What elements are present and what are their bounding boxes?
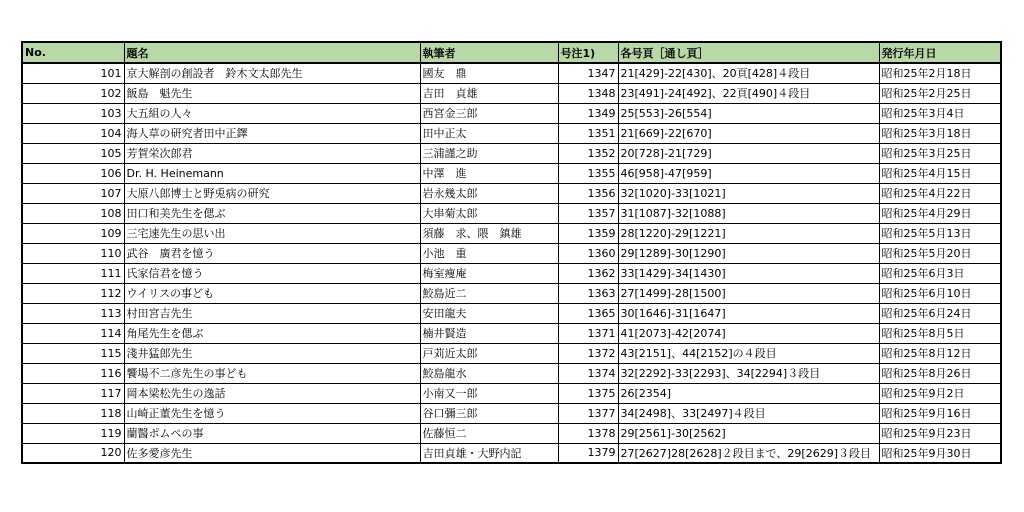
table-row (22, 343, 1001, 363)
header-no[interactable]: No. (22, 42, 124, 63)
table-row (22, 263, 1001, 283)
cell-author[interactable]: 鮫島龍水 (420, 363, 558, 383)
header-author[interactable]: 執筆者 (420, 42, 558, 63)
cell-no[interactable]: 120 (22, 443, 124, 463)
cell-issue[interactable]: 1357 (558, 203, 618, 223)
cell-title[interactable]: 山崎正董先生を憶う (124, 403, 420, 423)
cell-pages[interactable]: 43[2151]、44[2152]の４段目 (618, 343, 879, 363)
cell-no[interactable]: 119 (22, 423, 124, 443)
header-issue[interactable]: 号注1) (558, 42, 618, 63)
table-row (22, 83, 1001, 103)
cell-pages[interactable]: 21[429]-22[430]、20頁[428]４段目 (618, 63, 879, 83)
articles-table (21, 41, 1002, 464)
cell-pages[interactable]: 34[2498]、33[2497]４段目 (618, 403, 879, 423)
cell-date[interactable]: 昭和25年4月22日 (879, 183, 1001, 203)
table-row (22, 223, 1001, 243)
table-row (22, 103, 1001, 123)
cell-pages[interactable]: 27[2627]28[2628]２段目まで、29[2629]３段目 (618, 443, 879, 463)
cell-title[interactable]: 角尾先生を偲ぶ (124, 323, 420, 343)
cell-issue[interactable]: 1377 (558, 403, 618, 423)
cell-pages[interactable]: 26[2354] (618, 383, 879, 403)
cell-author[interactable]: 大串菊太郎 (420, 203, 558, 223)
cell-issue[interactable]: 1372 (558, 343, 618, 363)
cell-pages[interactable]: 28[1220]-29[1221] (618, 223, 879, 243)
cell-pages[interactable]: 21[669]-22[670] (618, 123, 879, 143)
cell-issue[interactable]: 1352 (558, 143, 618, 163)
cell-no[interactable]: 103 (22, 103, 124, 123)
cell-author[interactable]: 佐藤恒二 (420, 423, 558, 443)
cell-no[interactable]: 106 (22, 163, 124, 183)
cell-issue[interactable]: 1359 (558, 223, 618, 243)
cell-author[interactable]: 須藤 求、隈 鎮雄 (420, 223, 558, 243)
header-row (22, 42, 1001, 63)
cell-author[interactable]: 國友 鼎 (420, 63, 558, 83)
cell-title[interactable]: 飯島 魁先生 (124, 83, 420, 103)
cell-pages[interactable]: 46[958]-47[959] (618, 163, 879, 183)
cell-date[interactable]: 昭和25年8月26日 (879, 363, 1001, 383)
cell-issue[interactable]: 1348 (558, 83, 618, 103)
cell-date[interactable]: 昭和25年8月5日 (879, 323, 1001, 343)
table-row (22, 323, 1001, 343)
cell-issue[interactable]: 1378 (558, 423, 618, 443)
cell-author[interactable]: 中澤 進 (420, 163, 558, 183)
cell-issue[interactable]: 1374 (558, 363, 618, 383)
cell-date[interactable]: 昭和25年2月18日 (879, 63, 1001, 83)
cell-no[interactable]: 110 (22, 243, 124, 263)
cell-no[interactable]: 115 (22, 343, 124, 363)
cell-title[interactable]: 村田宮吉先生 (124, 303, 420, 323)
cell-title[interactable]: 大五組の人々 (124, 103, 420, 123)
cell-date[interactable]: 昭和25年3月4日 (879, 103, 1001, 123)
cell-date[interactable]: 昭和25年5月13日 (879, 223, 1001, 243)
cell-issue[interactable]: 1371 (558, 323, 618, 343)
table-row (22, 423, 1001, 443)
cell-issue[interactable]: 1347 (558, 63, 618, 83)
cell-author[interactable]: 梅室痩庵 (420, 263, 558, 283)
table-header (22, 42, 1001, 63)
cell-issue[interactable]: 1362 (558, 263, 618, 283)
cell-date[interactable]: 昭和25年4月29日 (879, 203, 1001, 223)
cell-issue[interactable]: 1375 (558, 383, 618, 403)
cell-pages[interactable]: 27[1499]-28[1500] (618, 283, 879, 303)
cell-date[interactable]: 昭和25年6月24日 (879, 303, 1001, 323)
cell-date[interactable]: 昭和25年8月12日 (879, 343, 1001, 363)
cell-no[interactable]: 112 (22, 283, 124, 303)
cell-date[interactable]: 昭和25年6月3日 (879, 263, 1001, 283)
cell-author[interactable]: 小池 重 (420, 243, 558, 263)
table-row (22, 283, 1001, 303)
cell-title[interactable]: 蘭醫ポムペの事 (124, 423, 420, 443)
table-row (22, 203, 1001, 223)
cell-issue[interactable]: 1351 (558, 123, 618, 143)
table-row (22, 243, 1001, 263)
cell-title[interactable]: 淺井猛郎先生 (124, 343, 420, 363)
cell-author[interactable]: 吉田 貞雄 (420, 83, 558, 103)
cell-no[interactable]: 105 (22, 143, 124, 163)
cell-date[interactable]: 昭和25年9月16日 (879, 403, 1001, 423)
cell-pages[interactable]: 20[728]-21[729] (618, 143, 879, 163)
cell-title[interactable]: 芳賀栄次郎君 (124, 143, 420, 163)
cell-no[interactable]: 107 (22, 183, 124, 203)
cell-title[interactable]: 饗場不二彦先生の事ども (124, 363, 420, 383)
cell-no[interactable]: 118 (22, 403, 124, 423)
header-date[interactable]: 発行年月日 (879, 42, 1001, 63)
table-row (22, 443, 1001, 463)
cell-pages[interactable]: 31[1087]-32[1088] (618, 203, 879, 223)
cell-title[interactable]: 大原八郎博士と野兎病の研究 (124, 183, 420, 203)
cell-date[interactable]: 昭和25年9月23日 (879, 423, 1001, 443)
cell-title[interactable]: 海人草の研究者田中正鐸 (124, 123, 420, 143)
cell-author[interactable]: 谷口彌三郎 (420, 403, 558, 423)
cell-pages[interactable]: 23[491]-24[492]、22頁[490]４段目 (618, 83, 879, 103)
header-pages[interactable]: 各号頁［通し頁］ (618, 42, 879, 63)
cell-pages[interactable]: 30[1646]-31[1647] (618, 303, 879, 323)
table-row (22, 403, 1001, 423)
cell-author[interactable]: 三浦謹之助 (420, 143, 558, 163)
cell-no[interactable]: 113 (22, 303, 124, 323)
cell-pages[interactable]: 25[553]-26[554] (618, 103, 879, 123)
cell-issue[interactable]: 1363 (558, 283, 618, 303)
cell-date[interactable]: 昭和25年3月18日 (879, 123, 1001, 143)
table-row (22, 183, 1001, 203)
cell-issue[interactable]: 1356 (558, 183, 618, 203)
table-row (22, 363, 1001, 383)
cell-author[interactable]: 戸苅近太郎 (420, 343, 558, 363)
cell-title[interactable]: Dr. H. Heinemann (124, 163, 420, 183)
cell-no[interactable]: 104 (22, 123, 124, 143)
cell-date[interactable]: 昭和25年3月25日 (879, 143, 1001, 163)
cell-title[interactable]: 三宅速先生の思い出 (124, 223, 420, 243)
cell-issue[interactable]: 1360 (558, 243, 618, 263)
cell-title[interactable]: ウイリスの事ども (124, 283, 420, 303)
cell-date[interactable]: 昭和25年5月20日 (879, 243, 1001, 263)
cell-date[interactable]: 昭和25年9月2日 (879, 383, 1001, 403)
cell-title[interactable]: 氏家信君を憶う (124, 263, 420, 283)
cell-author[interactable]: 鮫島近二 (420, 283, 558, 303)
cell-author[interactable]: 吉田貞雄・大野内記 (420, 443, 558, 463)
cell-issue[interactable]: 1355 (558, 163, 618, 183)
cell-title[interactable]: 武谷 廣君を憶う (124, 243, 420, 263)
cell-author[interactable]: 岩永幾太郎 (420, 183, 558, 203)
cell-author[interactable]: 田中正太 (420, 123, 558, 143)
cell-no[interactable]: 114 (22, 323, 124, 343)
cell-date[interactable]: 昭和25年9月30日 (879, 443, 1001, 463)
table-row (22, 123, 1001, 143)
cell-no[interactable]: 116 (22, 363, 124, 383)
table-row (22, 383, 1001, 403)
cell-issue[interactable]: 1365 (558, 303, 618, 323)
cell-author[interactable]: 西宮金三郎 (420, 103, 558, 123)
cell-author[interactable]: 小南又一郎 (420, 383, 558, 403)
cell-no[interactable]: 102 (22, 83, 124, 103)
cell-author[interactable]: 安田龍夫 (420, 303, 558, 323)
cell-pages[interactable]: 29[2561]-30[2562] (618, 423, 879, 443)
cell-no[interactable]: 108 (22, 203, 124, 223)
table-body (22, 63, 1001, 463)
cell-pages[interactable]: 29[1289]-30[1290] (618, 243, 879, 263)
cell-no[interactable]: 101 (22, 63, 124, 83)
cell-author[interactable]: 楠井賢造 (420, 323, 558, 343)
cell-title[interactable]: 佐多愛彦先生 (124, 443, 420, 463)
cell-title[interactable]: 田口和美先生を偲ぶ (124, 203, 420, 223)
table-row (22, 143, 1001, 163)
header-title[interactable]: 題名 (124, 42, 420, 63)
cell-pages[interactable]: 41[2073]-42[2074] (618, 323, 879, 343)
table-row (22, 303, 1001, 323)
cell-issue[interactable]: 1349 (558, 103, 618, 123)
cell-date[interactable]: 昭和25年6月10日 (879, 283, 1001, 303)
cell-date[interactable]: 昭和25年4月15日 (879, 163, 1001, 183)
cell-pages[interactable]: 32[2292]-33[2293]、34[2294]３段目 (618, 363, 879, 383)
cell-title[interactable]: 岡本梁松先生の逸話 (124, 383, 420, 403)
cell-date[interactable]: 昭和25年2月25日 (879, 83, 1001, 103)
table-row (22, 63, 1001, 83)
table-row (22, 163, 1001, 183)
cell-no[interactable]: 109 (22, 223, 124, 243)
cell-no[interactable]: 111 (22, 263, 124, 283)
cell-title[interactable]: 京大解剖の創設者 鈴木文太郎先生 (124, 63, 420, 83)
cell-pages[interactable]: 33[1429]-34[1430] (618, 263, 879, 283)
cell-issue[interactable]: 1379 (558, 443, 618, 463)
cell-pages[interactable]: 32[1020]-33[1021] (618, 183, 879, 203)
cell-no[interactable]: 117 (22, 383, 124, 403)
